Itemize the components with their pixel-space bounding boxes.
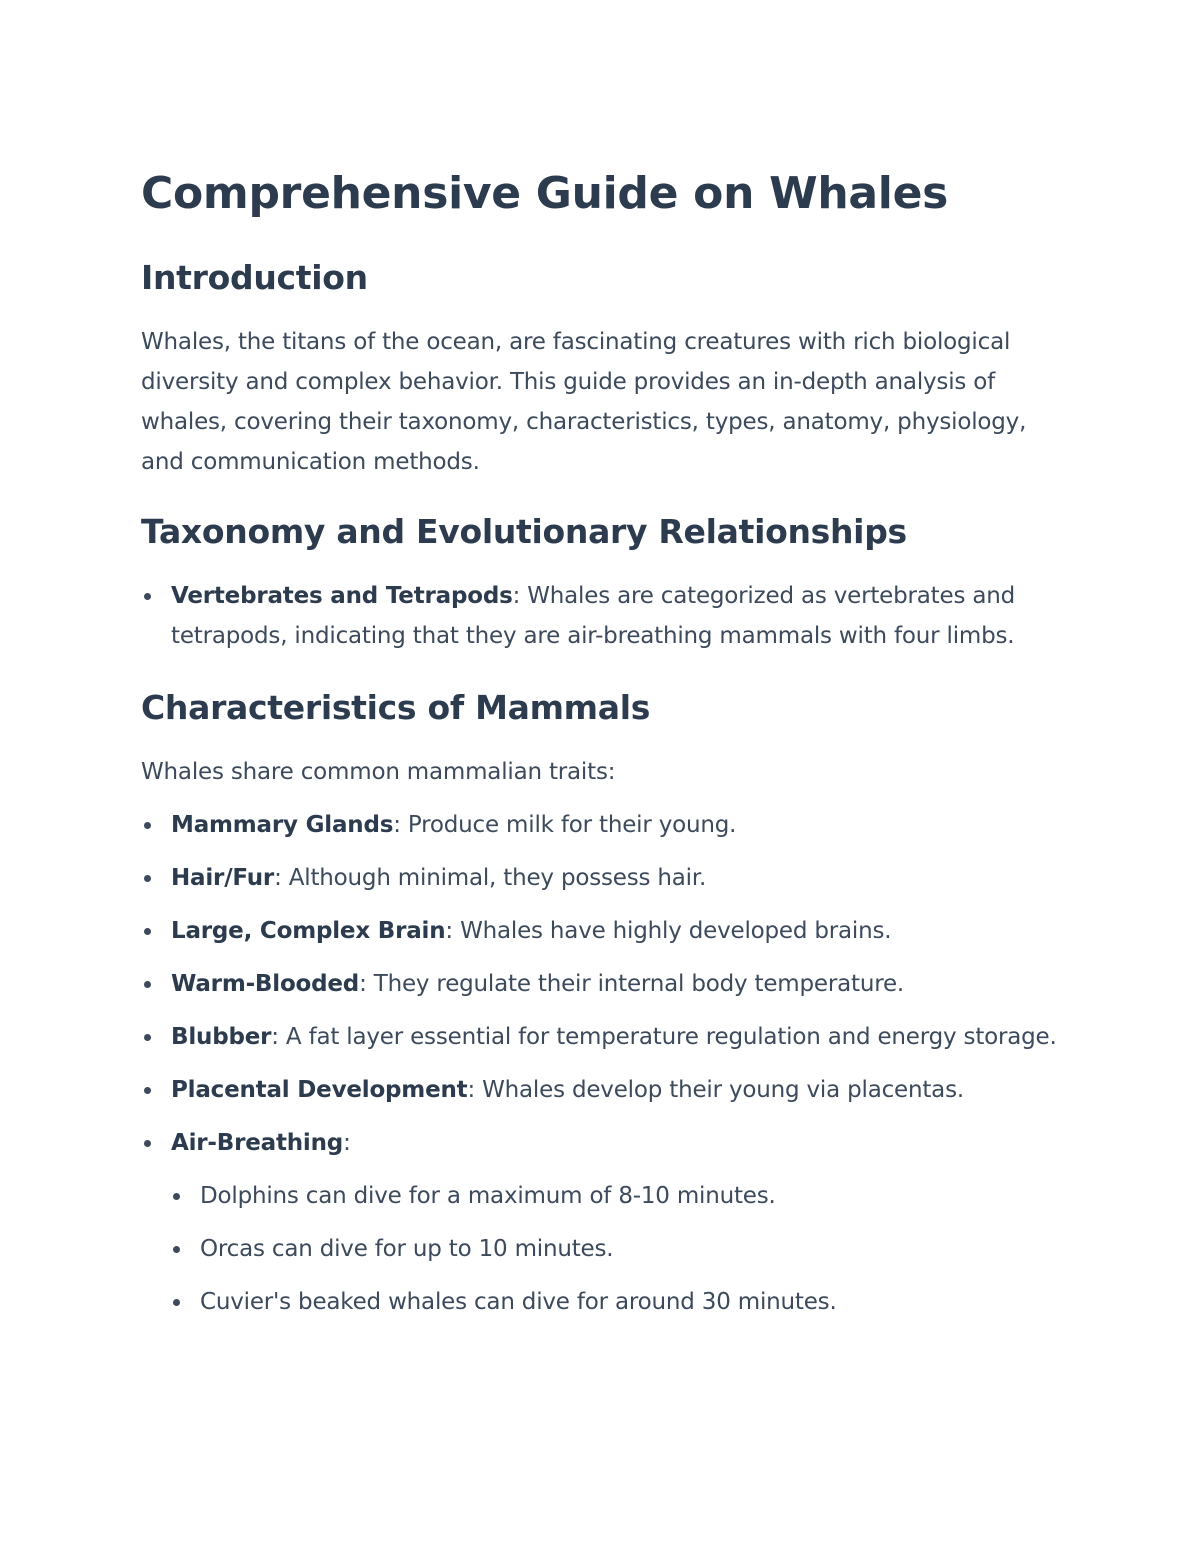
- list-item: [141, 1123, 1066, 1163]
- list-item-text: : They regulate their internal body temperature.: [359, 971, 905, 997]
- section-heading-introduction: Introduction: [141, 258, 368, 297]
- characteristics-intro: Whales share common mammalian traits:: [141, 759, 616, 785]
- list-item: [141, 911, 1066, 951]
- bullet-icon: [173, 1246, 180, 1253]
- page-title: Comprehensive Guide on Whales: [141, 168, 949, 219]
- sub-list-item-text: Dolphins can dive for a maximum of 8-10 minutes.: [200, 1183, 776, 1209]
- list-item-term: Large, Complex Brain: [171, 918, 446, 944]
- list-item-term: Placental Development: [171, 1077, 468, 1103]
- list-item: [141, 858, 1066, 898]
- list-item: [141, 1017, 1066, 1057]
- list-item-term: Blubber: [171, 1024, 272, 1050]
- bullet-icon: [144, 1034, 151, 1041]
- introduction-paragraph: Whales, the titans of the ocean, are fascinating creatures with rich biological diversity and complex behavior. This guide provides an in-depth analysis of whales, covering their taxonomy, characteristics, types, anatomy, physiology, and communication methods.: [141, 329, 1027, 475]
- list-item-text: : Produce milk for their young.: [393, 812, 737, 838]
- list-item-text: : Whales are categorized as vertebrates and tetrapods, indicating that they are air-breathing mammals with four limbs.: [171, 583, 1016, 649]
- bullet-icon: [144, 981, 151, 988]
- section-heading-characteristics: Characteristics of Mammals: [141, 688, 651, 727]
- bullet-icon: [144, 822, 151, 829]
- sub-list-item: [170, 1282, 1066, 1322]
- section-heading-taxonomy: Taxonomy and Evolutionary Relationships: [141, 512, 907, 551]
- bullet-icon: [144, 1140, 151, 1147]
- sub-list-item: [170, 1229, 1066, 1269]
- list-item-term: Air-Breathing: [171, 1130, 344, 1156]
- list-item-term: Mammary Glands: [171, 812, 394, 838]
- sub-list-item: [170, 1176, 1066, 1216]
- bullet-icon: [144, 928, 151, 935]
- list-item-text: : Although minimal, they possess hair.: [274, 865, 707, 891]
- list-item: [141, 964, 1066, 1004]
- bullet-icon: [173, 1193, 180, 1200]
- list-item: [141, 1070, 1066, 1110]
- characteristics-list: [141, 805, 1066, 1163]
- list-item: [141, 805, 1066, 845]
- air-breathing-sublist: [170, 1176, 1066, 1322]
- bullet-icon: [144, 1087, 151, 1094]
- list-item-term: Hair/Fur: [171, 865, 275, 891]
- bullet-icon: [144, 875, 151, 882]
- list-item-text: :: [343, 1130, 351, 1156]
- bullet-icon: [144, 593, 151, 600]
- taxonomy-list: [141, 576, 1066, 656]
- sub-list-item-text: Cuvier's beaked whales can dive for around 30 minutes.: [200, 1289, 837, 1315]
- document-page: [141, 166, 1066, 1335]
- list-item-text: : A fat layer essential for temperature regulation and energy storage.: [271, 1024, 1057, 1050]
- list-item-text: : Whales develop their young via placentas.: [467, 1077, 964, 1103]
- sub-list-item-text: Orcas can dive for up to 10 minutes.: [200, 1236, 614, 1262]
- bullet-icon: [173, 1299, 180, 1306]
- list-item-term: Warm-Blooded: [171, 971, 360, 997]
- list-item-text: : Whales have highly developed brains.: [445, 918, 892, 944]
- list-item: [141, 576, 1066, 656]
- list-item-term: Vertebrates and Tetrapods: [171, 583, 513, 609]
